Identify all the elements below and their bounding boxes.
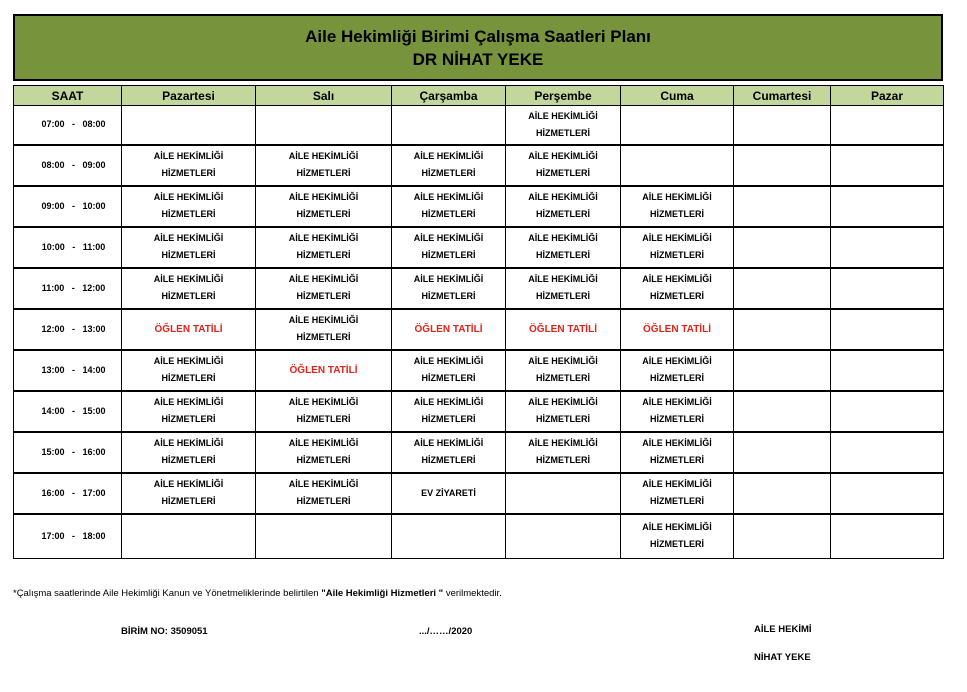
table-row [14,268,944,309]
footnote-suffix: verilmektedir. [443,588,502,599]
time-cell: 10:00 - 11:00 [14,227,122,268]
cell-cuma [621,473,734,514]
cell-carsamba [392,432,506,473]
cell-text: AİLE HEKİMLİĞİ HİZMETLERİ [153,438,224,465]
table-row [14,309,944,350]
table-row [14,186,944,227]
title-box [13,14,943,81]
cell-text: ÖĞLEN TATİLİ [289,364,358,376]
table-row [14,106,944,145]
cell-persembe [506,391,621,432]
cell-carsamba [392,391,506,432]
cell-cumartesi [734,350,831,391]
cell-text: AİLE HEKİMLİĞİ HİZMETLERİ [528,151,598,178]
cell-pazar [831,473,944,514]
cell-pazartesi [122,227,256,268]
cell-text: AİLE HEKİMLİĞİ HİZMETLERİ [413,356,484,383]
table-row [14,473,944,514]
cell-text: AİLE HEKİMLİĞİ HİZMETLERİ [642,522,712,550]
cell-text: AİLE HEKİMLİĞİ HİZMETLERİ [153,274,224,301]
time-cell: 14:00 - 15:00 [14,391,122,432]
column-header-pazar: Pazar [831,86,944,106]
cell-cumartesi [734,268,831,309]
cell-carsamba [392,227,506,268]
cell-text: AİLE HEKİMLİĞİ HİZMETLERİ [413,151,484,178]
cell-text: AİLE HEKİMLİĞİ HİZMETLERİ [413,438,484,465]
cell-cuma [621,145,734,186]
cell-text: AİLE HEKİMLİĞİ HİZMETLERİ [528,397,598,424]
table-row [14,350,944,391]
cell-text: AİLE HEKİMLİĞİ HİZMETLERİ [642,397,712,424]
cell-pazartesi [122,350,256,391]
cell-cuma [621,432,734,473]
cell-persembe [506,432,621,473]
cell-cuma [621,268,734,309]
time-cell: 07:00 - 08:00 [14,106,122,145]
cell-text: AİLE HEKİMLİĞİ HİZMETLERİ [413,397,484,424]
cell-cuma [621,309,734,350]
cell-pazar [831,391,944,432]
cell-text: AİLE HEKİMLİĞİ HİZMETLERİ [153,233,224,260]
cell-text: AİLE HEKİMLİĞİ HİZMETLERİ [642,192,712,219]
cell-carsamba [392,145,506,186]
doctor-title-name: DR NİHAT YEKE [412,49,544,69]
cell-text: ÖĞLEN TATİLİ [414,323,483,335]
document-title: Aile Hekimliği Birimi Çalışma Saatleri Planı [305,26,651,46]
cell-text: AİLE HEKİMLİĞİ HİZMETLERİ [528,274,598,301]
cell-text: AİLE HEKİMLİĞİ HİZMETLERİ [642,274,712,301]
time-cell: 09:00 - 10:00 [14,186,122,227]
cell-cumartesi [734,432,831,473]
cell-sali [256,186,392,227]
table-row [14,391,944,432]
cell-cuma [621,391,734,432]
cell-cuma [621,227,734,268]
cell-cumartesi [734,106,831,145]
cell-pazar [831,186,944,227]
cell-pazartesi [122,268,256,309]
cell-cumartesi [734,309,831,350]
cell-text: AİLE HEKİMLİĞİ HİZMETLERİ [642,233,712,260]
cell-carsamba [392,473,506,514]
cell-cumartesi [734,186,831,227]
cell-persembe [506,186,621,227]
cell-cuma [621,106,734,145]
cell-persembe [506,473,621,514]
cell-pazartesi [122,145,256,186]
time-cell: 16:00 - 17:00 [14,473,122,514]
cell-text: AİLE HEKİMLİĞİ HİZMETLERİ [288,315,359,342]
cell-text: AİLE HEKİMLİĞİ HİZMETLERİ [413,233,484,260]
cell-pazar [831,268,944,309]
column-header-cumartesi: Cumartesi [734,86,831,106]
table-row [14,432,944,473]
cell-persembe [506,227,621,268]
cell-text: AİLE HEKİMLİĞİ HİZMETLERİ [288,479,359,506]
cell-pazar [831,350,944,391]
footnote [13,588,502,599]
cell-text: AİLE HEKİMLİĞİ HİZMETLERİ [288,233,359,260]
birim-no: BİRİM NO: 3509051 [121,626,208,637]
cell-text: AİLE HEKİMLİĞİ HİZMETLERİ [528,233,598,260]
cell-cumartesi [734,391,831,432]
cell-sali [256,391,392,432]
cell-persembe [506,106,621,145]
cell-cumartesi [734,473,831,514]
column-header-sali: Salı [256,86,392,106]
cell-pazar [831,309,944,350]
cell-persembe [506,514,621,559]
cell-text: AİLE HEKİMLİĞİ HİZMETLERİ [528,192,598,219]
cell-pazartesi [122,309,256,350]
table-row [14,227,944,268]
cell-text: AİLE HEKİMLİĞİ HİZMETLERİ [288,192,359,219]
cell-cuma [621,350,734,391]
footnote-bold: "Aile Hekimliği Hizmetleri " [321,588,444,599]
cell-carsamba [392,309,506,350]
table-row [14,145,944,186]
cell-sali [256,514,392,559]
cell-text: EV ZİYARETİ [421,487,476,498]
cell-pazar [831,106,944,145]
cell-sali [256,309,392,350]
cell-text: AİLE HEKİMLİĞİ HİZMETLERİ [528,356,598,383]
cell-persembe [506,309,621,350]
table-row [14,514,944,559]
cell-text: AİLE HEKİMLİĞİ HİZMETLERİ [153,356,224,383]
cell-text: AİLE HEKİMLİĞİ HİZMETLERİ [153,151,224,178]
cell-pazartesi [122,186,256,227]
cell-text: AİLE HEKİMLİĞİ HİZMETLERİ [288,438,359,465]
doctor-role: AİLE HEKİMİ [754,624,812,635]
time-cell: 08:00 - 09:00 [14,145,122,186]
header-row [14,86,944,106]
cell-cuma [621,186,734,227]
cell-sali [256,268,392,309]
cell-text: AİLE HEKİMLİĞİ HİZMETLERİ [153,192,224,219]
time-cell: 15:00 - 16:00 [14,432,122,473]
cell-text: ÖĞLEN TATİLİ [643,323,711,335]
cell-pazartesi [122,391,256,432]
cell-carsamba [392,268,506,309]
cell-persembe [506,268,621,309]
cell-sali [256,227,392,268]
column-header-cuma: Cuma [621,86,734,106]
cell-text: AİLE HEKİMLİĞİ HİZMETLERİ [528,110,598,138]
cell-sali [256,473,392,514]
time-cell: 17:00 - 18:00 [14,514,122,559]
cell-sali [256,350,392,391]
footnote-prefix: *Çalışma saatlerinde Aile Hekimliği Kanun ve Yönetmeliklerinde belirtilen [13,588,322,599]
cell-persembe [506,350,621,391]
cell-cumartesi [734,227,831,268]
cell-pazartesi [122,514,256,559]
cell-pazar [831,145,944,186]
cell-carsamba [392,514,506,559]
cell-text: AİLE HEKİMLİĞİ HİZMETLERİ [642,479,712,506]
doctor-name: NİHAT YEKE [754,652,811,663]
cell-text: AİLE HEKİMLİĞİ HİZMETLERİ [413,274,484,301]
cell-cumartesi [734,514,831,559]
cell-carsamba [392,106,506,145]
cell-carsamba [392,186,506,227]
cell-text: AİLE HEKİMLİĞİ HİZMETLERİ [288,397,359,424]
cell-sali [256,106,392,145]
cell-cumartesi [734,145,831,186]
cell-text: AİLE HEKİMLİĞİ HİZMETLERİ [153,397,224,424]
time-cell: 12:00 - 13:00 [14,309,122,350]
column-header-persembe: Perşembe [506,86,621,106]
column-header-carsamba: Çarşamba [392,86,506,106]
cell-text: AİLE HEKİMLİĞİ HİZMETLERİ [288,274,359,301]
cell-text: AİLE HEKİMLİĞİ HİZMETLERİ [528,438,598,465]
cell-text: AİLE HEKİMLİĞİ HİZMETLERİ [288,151,359,178]
date-field: .../……/2020 [419,626,473,637]
cell-text: AİLE HEKİMLİĞİ HİZMETLERİ [153,479,224,506]
schedule-table [13,85,944,559]
column-header-saat: SAAT [14,86,122,106]
cell-text: AİLE HEKİMLİĞİ HİZMETLERİ [642,438,712,465]
cell-text: AİLE HEKİMLİĞİ HİZMETLERİ [413,192,484,219]
cell-persembe [506,145,621,186]
cell-pazartesi [122,432,256,473]
cell-carsamba [392,350,506,391]
time-cell: 11:00 - 12:00 [14,268,122,309]
cell-pazartesi [122,473,256,514]
column-header-pazartesi: Pazartesi [122,86,256,106]
cell-pazar [831,514,944,559]
cell-cuma [621,514,734,559]
cell-pazar [831,432,944,473]
cell-sali [256,432,392,473]
cell-sali [256,145,392,186]
cell-pazar [831,227,944,268]
cell-pazartesi [122,106,256,145]
cell-text: AİLE HEKİMLİĞİ HİZMETLERİ [642,356,712,383]
cell-text: ÖĞLEN TATİLİ [154,323,223,335]
time-cell: 13:00 - 14:00 [14,350,122,391]
cell-text: ÖĞLEN TATİLİ [529,323,597,335]
